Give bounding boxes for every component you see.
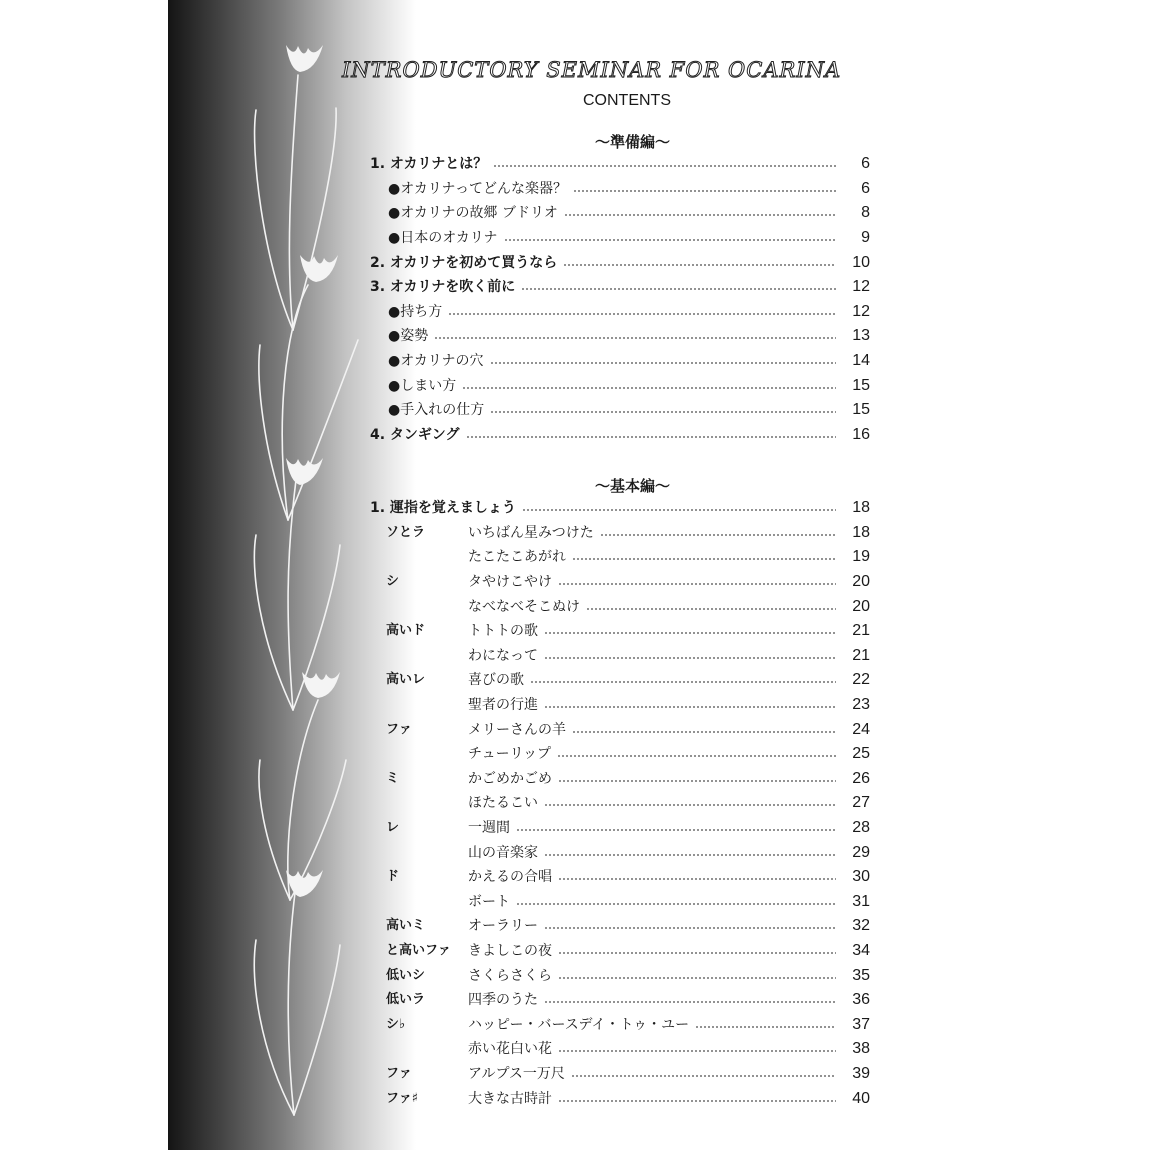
song-list	[370, 521, 870, 1111]
song-entry[interactable]	[370, 1062, 870, 1087]
contents-heading: CONTENTS	[583, 92, 671, 109]
dot-leader	[516, 903, 836, 905]
entry-label: ●日本のオカリナ	[388, 230, 498, 247]
song-entry[interactable]	[370, 865, 870, 890]
page-number: 21	[852, 622, 870, 640]
entry-label: 1. オカリナとは？	[370, 156, 488, 173]
note-label: レ	[386, 820, 400, 836]
toc-entry[interactable]	[370, 324, 870, 349]
entry-label: ●手入れの仕方	[388, 402, 485, 419]
page-number: 8	[861, 204, 870, 222]
dot-leader	[530, 681, 836, 683]
page-number: 21	[852, 646, 870, 664]
toc-basic	[370, 496, 870, 1111]
note-label: ソとラ	[386, 524, 426, 540]
page-number: 9	[861, 229, 870, 247]
page-number: 38	[852, 1040, 870, 1058]
toc-preparation	[370, 152, 870, 447]
page-number: 18	[852, 499, 870, 517]
song-entry[interactable]	[370, 767, 870, 792]
dot-leader	[558, 1050, 836, 1052]
toc-entry[interactable]	[370, 398, 870, 423]
song-title: かごめかごめ	[468, 770, 552, 787]
entry-label: 3. オカリナを吹く前に	[370, 279, 516, 296]
song-title: トトトの歌	[468, 623, 538, 640]
note-label: ミ	[386, 770, 400, 786]
dot-leader	[544, 706, 836, 708]
dot-leader	[516, 829, 836, 831]
page-number: 15	[852, 401, 870, 419]
dot-leader	[544, 804, 836, 806]
toc-entry[interactable]	[370, 250, 870, 275]
song-entry[interactable]	[370, 570, 870, 595]
toc-entry[interactable]	[370, 201, 870, 226]
dot-leader	[434, 337, 836, 339]
page-number: 23	[852, 696, 870, 714]
dot-leader	[573, 190, 836, 192]
song-entry[interactable]	[370, 545, 870, 570]
dot-leader	[544, 657, 836, 659]
dot-leader	[572, 558, 836, 560]
page-number: 18	[852, 523, 870, 541]
page-number: 28	[852, 819, 870, 837]
page-number: 29	[852, 843, 870, 861]
page-number: 19	[852, 548, 870, 566]
dot-leader	[571, 1075, 836, 1077]
entry-label: ●しまい方	[388, 377, 457, 394]
page-number: 25	[852, 745, 870, 763]
song-title: なべなべそこぬけ	[468, 598, 580, 615]
song-title: 赤い花白い花	[468, 1041, 552, 1058]
song-title: 四季のうた	[468, 992, 538, 1009]
note-label: 高いミ	[386, 918, 426, 934]
dot-leader	[558, 583, 836, 585]
entry-label: ●オカリナの故郷 ブドリオ	[388, 205, 558, 222]
song-title: わになって	[468, 647, 538, 664]
note-label: 高いド	[386, 623, 426, 639]
page-number: 32	[852, 917, 870, 935]
dot-leader	[564, 214, 836, 216]
entry-label: 2. オカリナを初めて買うなら	[370, 254, 558, 271]
page-number: 15	[852, 376, 870, 394]
page-number: 6	[861, 155, 870, 173]
song-title: 一週間	[468, 820, 510, 837]
song-entry[interactable]	[370, 963, 870, 988]
page-number: 20	[852, 597, 870, 615]
page-number: 37	[852, 1015, 870, 1033]
dot-leader	[493, 165, 836, 167]
song-title: ハッピー・バースデイ・トゥ・ユー	[468, 1016, 690, 1033]
page-number: 26	[852, 769, 870, 787]
entry-label: ●オカリナの穴	[388, 353, 484, 370]
dot-leader	[558, 878, 836, 880]
song-entry[interactable]	[370, 914, 870, 939]
dot-leader	[572, 731, 836, 733]
song-title: 喜びの歌	[468, 672, 524, 689]
tulip-flower-3	[286, 458, 323, 485]
page-number: 24	[852, 720, 870, 738]
dot-leader	[466, 436, 836, 438]
toc-entry[interactable]	[370, 496, 870, 521]
dot-leader	[490, 362, 836, 364]
song-entry[interactable]	[370, 988, 870, 1013]
song-title: ほたるこい	[468, 795, 538, 812]
page-number: 14	[852, 352, 870, 370]
note-label: 低いラ	[386, 992, 426, 1008]
dot-leader	[558, 977, 836, 979]
note-label: ド	[386, 869, 400, 885]
dot-leader	[557, 755, 836, 757]
entry-label: 1. 運指を覚えましょう	[370, 500, 516, 517]
note-label: 高いレ	[386, 672, 426, 688]
page-number: 12	[852, 278, 870, 296]
song-entry[interactable]	[370, 816, 870, 841]
section-heading-basic: 〜基本編〜	[594, 477, 670, 495]
song-title: メリーさんの羊	[468, 721, 566, 738]
page-number: 10	[852, 253, 870, 271]
dot-leader	[448, 313, 836, 315]
page-number: 13	[852, 327, 870, 345]
song-entry[interactable]	[370, 742, 870, 767]
song-title: ボート	[468, 893, 510, 910]
song-title: たこたこあがれ	[468, 549, 566, 566]
toc-entry[interactable]	[370, 349, 870, 374]
song-title: 山の音楽家	[468, 844, 538, 861]
dot-leader	[490, 411, 836, 413]
tulip-flower-2	[300, 255, 338, 282]
song-title: オーラリー	[468, 918, 538, 935]
song-title: タやけこやけ	[468, 574, 552, 591]
dot-leader	[558, 952, 836, 954]
song-entry[interactable]	[370, 521, 870, 546]
page-number: 39	[852, 1064, 870, 1082]
dot-leader	[544, 1001, 836, 1003]
toc-entry[interactable]	[370, 423, 870, 448]
song-entry[interactable]	[370, 1086, 870, 1111]
dot-leader	[558, 1100, 836, 1102]
entry-label: ●姿勢	[388, 328, 429, 345]
note-label: シ	[386, 574, 400, 590]
page-number: 6	[861, 179, 870, 197]
song-title: チューリップ	[468, 746, 552, 763]
page-number: 27	[852, 794, 870, 812]
section-heading-preparation: 〜準備編〜	[594, 133, 670, 151]
dot-leader	[544, 632, 836, 634]
song-entry[interactable]	[370, 668, 870, 693]
page-number: 16	[852, 425, 870, 443]
note-label: ファ	[386, 1065, 412, 1081]
note-label: 低いシ	[386, 967, 426, 983]
song-entry[interactable]	[370, 1037, 870, 1062]
song-entry[interactable]	[370, 619, 870, 644]
dot-leader	[695, 1026, 836, 1028]
note-label: ファ	[386, 721, 412, 737]
page-number: 35	[852, 966, 870, 984]
dot-leader	[544, 927, 836, 929]
dot-leader	[544, 854, 836, 856]
page-number: 30	[852, 868, 870, 886]
song-title: かえるの合唱	[468, 869, 552, 886]
entry-label: ●持ち方	[388, 303, 443, 320]
song-entry[interactable]	[370, 693, 870, 718]
song-entry[interactable]	[370, 717, 870, 742]
song-entry[interactable]	[370, 890, 870, 915]
dot-leader	[586, 608, 836, 610]
note-label: シ♭	[386, 1016, 406, 1032]
page-number: 36	[852, 991, 870, 1009]
song-entry[interactable]	[370, 644, 870, 669]
note-label: と高いファ	[386, 942, 451, 958]
page-number: 31	[852, 892, 870, 910]
song-entry[interactable]	[370, 1012, 870, 1037]
dot-leader	[558, 780, 836, 782]
tulip-flower-1	[286, 45, 323, 72]
entry-label: ●オカリナってどんな楽器？	[388, 180, 567, 197]
page-number: 22	[852, 671, 870, 689]
dot-leader	[521, 288, 836, 290]
dot-leader	[522, 509, 836, 511]
song-title: いちばん星みつけた	[468, 524, 594, 541]
toc-entry[interactable]	[370, 226, 870, 251]
dot-leader	[504, 239, 836, 241]
song-title: きよしこの夜	[468, 942, 552, 959]
song-entry[interactable]	[370, 840, 870, 865]
tulip-flower-4	[302, 672, 340, 698]
note-label: ファ♯	[386, 1090, 419, 1106]
toc-entry[interactable]	[370, 177, 870, 202]
toc-entry[interactable]	[370, 275, 870, 300]
book-title: INTRODUCTORY SEMINAR FOR OCARINA	[342, 58, 842, 82]
page-number: 20	[852, 573, 870, 591]
song-title: 大きな古時計	[468, 1090, 552, 1107]
entry-label: 4. タンギング	[370, 426, 460, 443]
page-number: 40	[852, 1089, 870, 1107]
song-entry[interactable]	[370, 939, 870, 964]
dot-leader	[462, 387, 836, 389]
page-number: 12	[852, 302, 870, 320]
song-entry[interactable]	[370, 594, 870, 619]
toc-entry[interactable]	[370, 373, 870, 398]
page-number: 34	[852, 941, 870, 959]
song-title: さくらさくら	[468, 967, 552, 984]
toc-entry[interactable]	[370, 300, 870, 325]
song-title: 聖者の行進	[468, 697, 538, 714]
song-title: アルプス一万尺	[468, 1065, 565, 1082]
dot-leader	[600, 534, 836, 536]
toc-entry[interactable]	[370, 152, 870, 177]
song-entry[interactable]	[370, 791, 870, 816]
dot-leader	[563, 264, 836, 266]
